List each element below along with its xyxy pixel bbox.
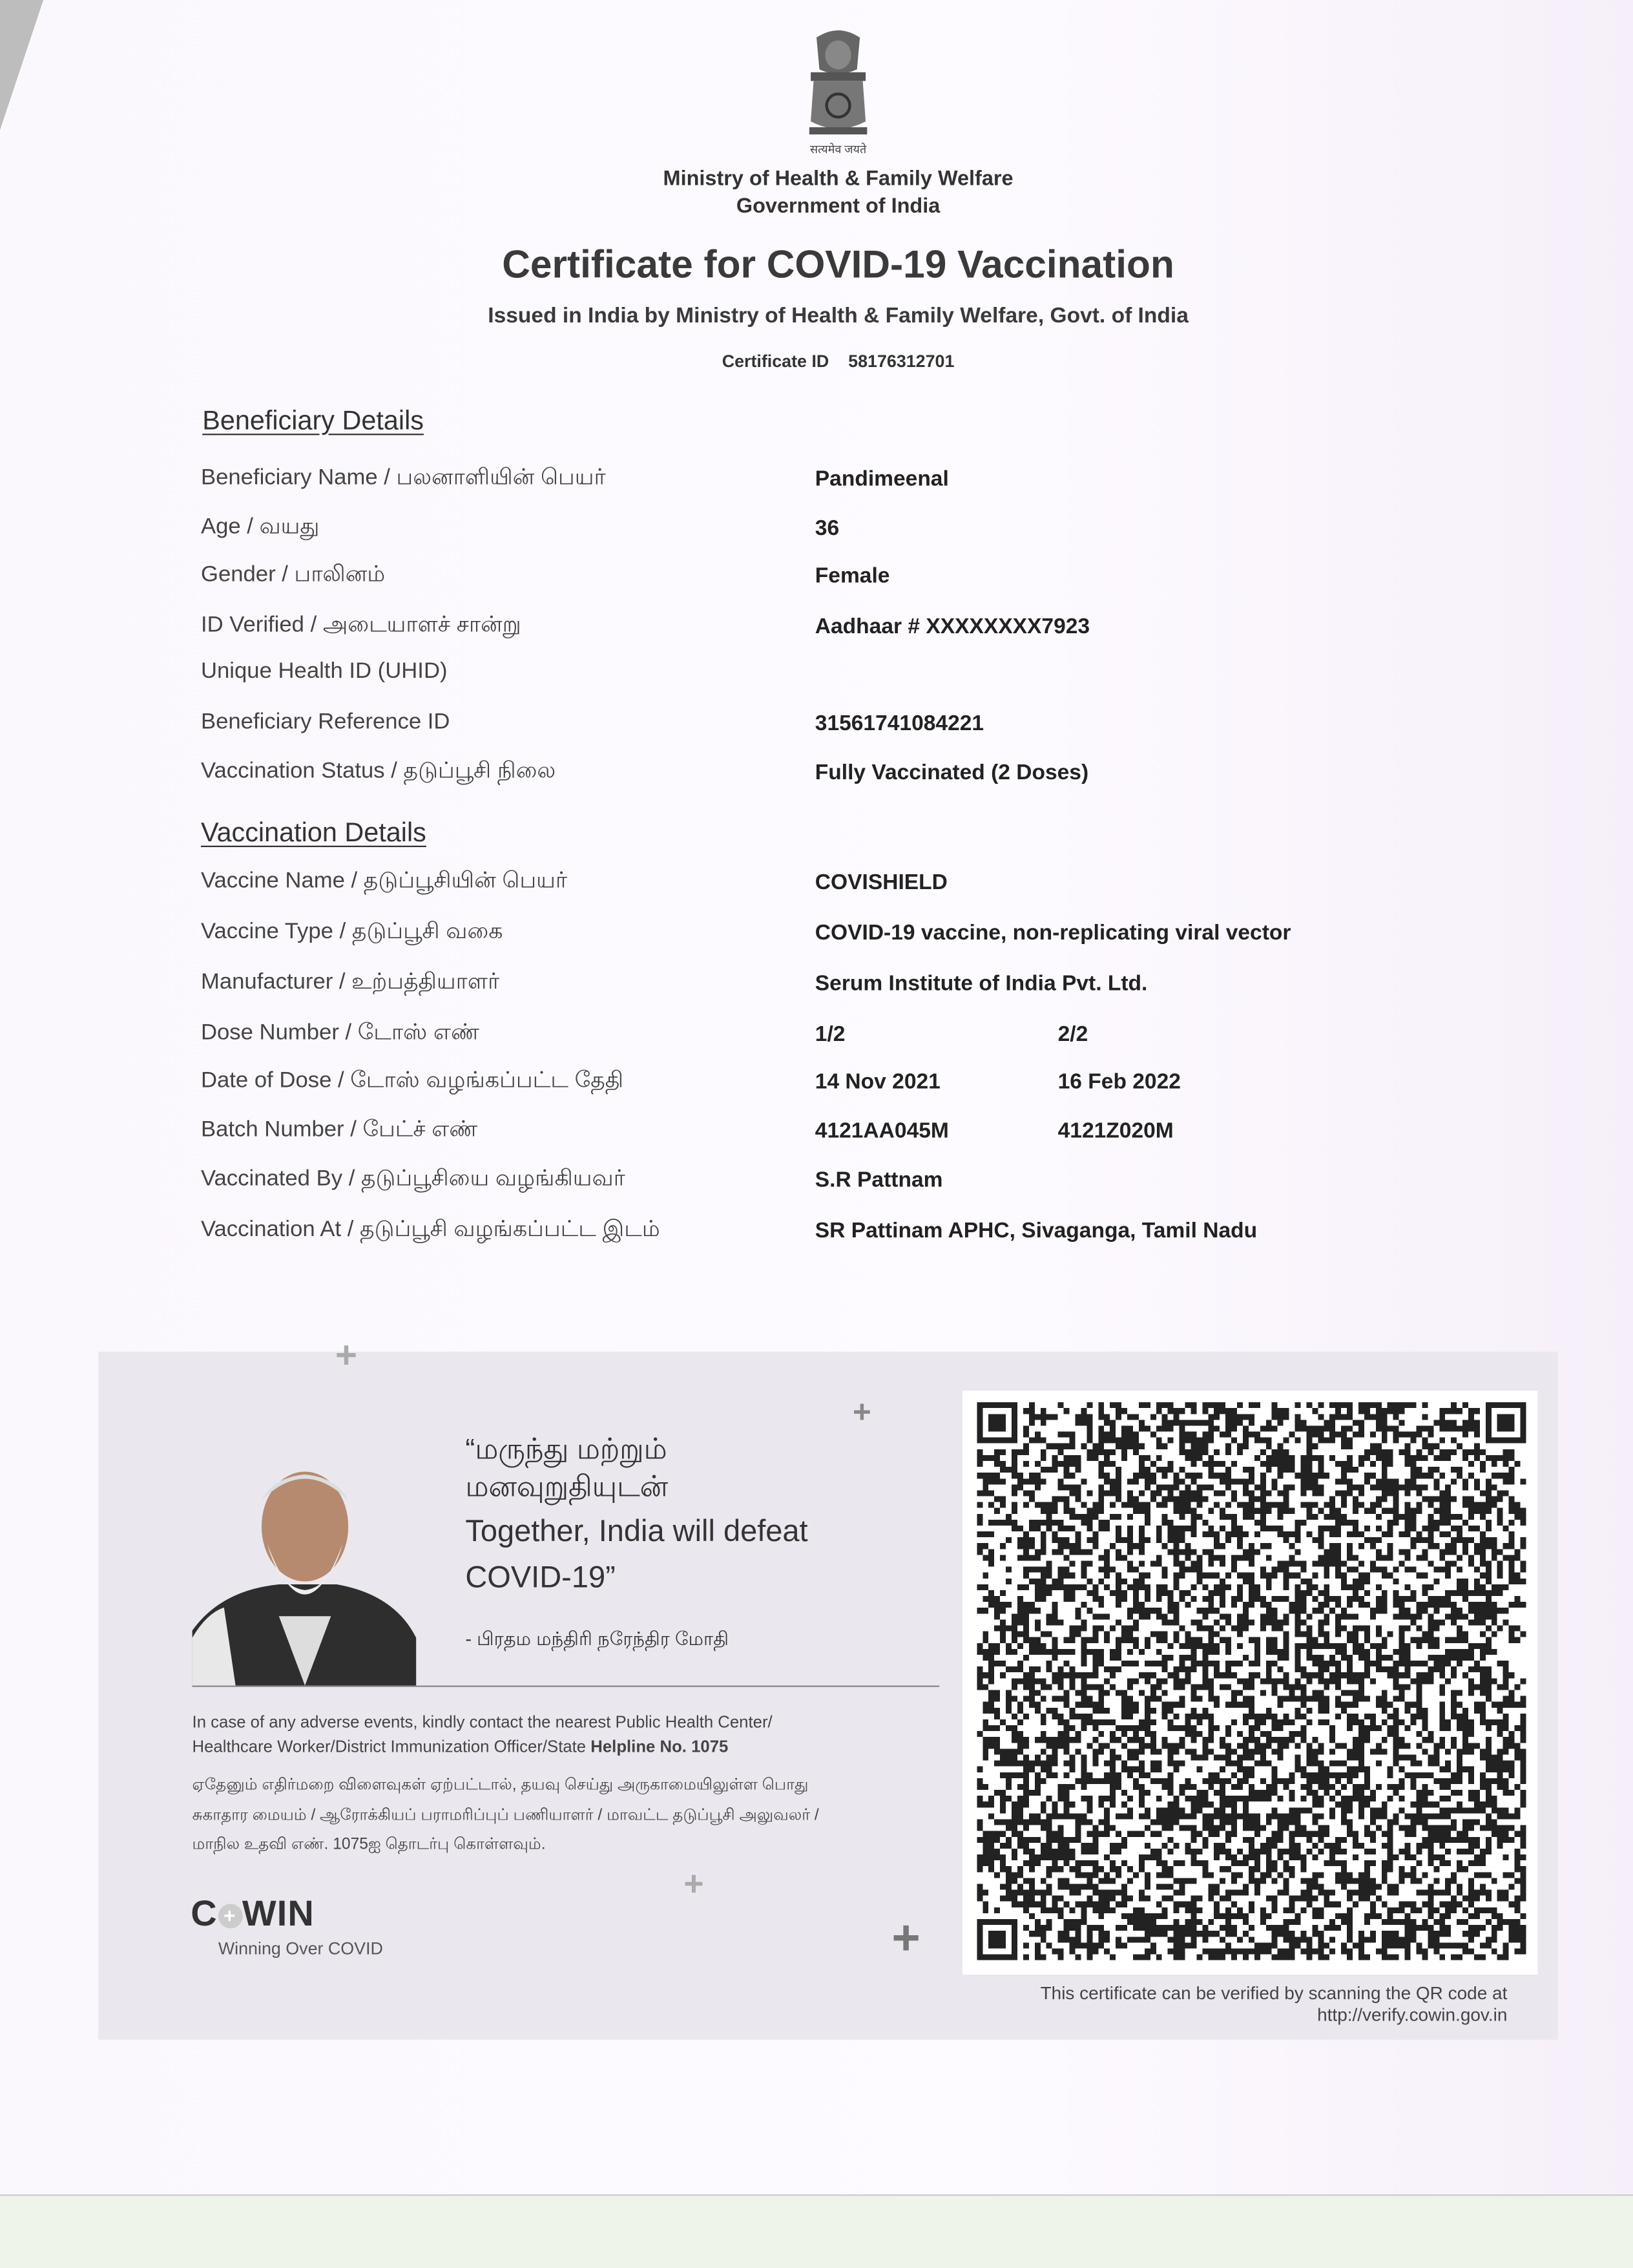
row-value: Serum Institute of India Pvt. Ltd.: [815, 971, 1148, 996]
row-value: S.R Pattnam: [815, 1168, 943, 1193]
row-label: Dose Number / டோஸ் எண்: [200, 1020, 480, 1045]
qr-modules: [977, 1402, 1526, 1960]
vaccination-details-heading: Vaccination Details: [200, 817, 426, 847]
row-value: 36: [815, 516, 840, 541]
adverse-events-line1: In case of any adverse events, kindly contact the nearest Public Health Center/: [192, 1714, 773, 1732]
emblem-motto: सत्यमेव जयते: [809, 143, 867, 156]
qr-code-box: [962, 1391, 1537, 1975]
tamil-adverse-line3: மாநில உதவி எண். 1075ஐ தொடர்பு கொள்ளவும்.: [192, 1836, 546, 1854]
row-value: Pandimeenal: [815, 467, 949, 492]
row-label: ID Verified / அடையாளச் சான்று: [200, 613, 521, 638]
row-value: Fully Vaccinated (2 Doses): [815, 760, 1089, 785]
adverse-events-line2: [192, 1739, 729, 1756]
qr-finder-pattern: [977, 1919, 1017, 1960]
qr-code[interactable]: [977, 1402, 1526, 1960]
tamil-adverse-line2: சுகாதார மையம் / ஆரோக்கியப் பராமரிப்புப் பணியாளர் / மாவட்ட தடுப்பூசி அலுவலர் /: [192, 1807, 819, 1825]
government-name: Government of India: [736, 195, 941, 218]
row-value: 4121AA045M: [815, 1118, 949, 1144]
row-value: 31561741084221: [815, 711, 984, 736]
plus-decoration: +: [852, 1393, 871, 1430]
beneficiary-details-heading: Beneficiary Details: [202, 404, 424, 436]
row-value-dose2: 2/2: [1057, 1022, 1088, 1047]
qr-finder-pattern: [977, 1402, 1017, 1444]
cowin-logo: [191, 1894, 315, 1936]
plus-decoration: +: [891, 1911, 921, 1966]
row-value: SR Pattinam APHC, Sivaganga, Tamil Nadu: [815, 1218, 1258, 1243]
certificate-id: [0, 352, 1633, 372]
quote-tamil-1: “மருந்து மற்றும்: [465, 1434, 667, 1466]
row-value: Female: [815, 563, 890, 589]
row-label: Unique Health ID (UHID): [200, 659, 448, 684]
cowin-plus-icon: +: [218, 1904, 242, 1928]
ministry-name: Ministry of Health & Family Welfare: [663, 167, 1014, 191]
plus-decoration: +: [683, 1864, 704, 1904]
quote-english-2: COVID-19”: [465, 1561, 616, 1595]
cowin-tagline: Winning Over COVID: [218, 1938, 383, 1959]
quote-tamil-2: மனவுறுதியுடன்: [465, 1471, 669, 1504]
certificate-id-value: 58176312701: [848, 351, 955, 372]
cowin-logo-win: WIN: [242, 1893, 315, 1935]
row-value: COVID-19 vaccine, non-replicating viral vector: [815, 921, 1291, 946]
row-label: Vaccine Name / தடுப்பூசியின் பெயர்: [200, 868, 568, 894]
row-label: Manufacturer / உற்பத்தியாளர்: [200, 970, 500, 995]
quote-english-1: Together, India will defeat: [465, 1515, 808, 1549]
certificate-id-label: Certificate ID: [722, 351, 829, 372]
row-label: Gender / பாலினம்: [200, 562, 386, 587]
row-label: Beneficiary Reference ID: [200, 709, 450, 735]
row-label: Vaccinated By / தடுப்பூசியை வழங்கியவர்: [200, 1166, 625, 1192]
divider: [192, 1686, 940, 1687]
scan-bottom-edge: [0, 2194, 1633, 2268]
row-label: Age / வயது: [200, 514, 320, 540]
row-value: 1/2: [815, 1022, 846, 1047]
row-value-dose2: 16 Feb 2022: [1057, 1069, 1181, 1095]
row-value: COVISHIELD: [815, 870, 948, 895]
row-label: Vaccine Type / தடுப்பூசி வகை: [200, 919, 503, 944]
row-value: 14 Nov 2021: [815, 1069, 941, 1095]
qr-finder-pattern: [1486, 1402, 1526, 1444]
adverse-events-text: Healthcare Worker/District Immunization Officer/State: [192, 1739, 591, 1757]
row-value-dose2: 4121Z020M: [1057, 1118, 1174, 1144]
verify-url[interactable]: http://verify.cowin.gov.in: [1317, 2004, 1508, 2026]
issued-by: Issued in India by Ministry of Health & Family Welfare, Govt. of India: [488, 303, 1189, 328]
tamil-adverse-line1: ஏதேனும் எதிர்மறை விளைவுகள் ஏற்பட்டால், தயவு செய்து அருகாமையிலுள்ள பொது: [192, 1776, 809, 1794]
helpline-number: Helpline No. 1075: [590, 1739, 729, 1757]
row-label: Date of Dose / டோஸ் வழங்கப்பட்ட தேதி: [200, 1068, 624, 1093]
row-label: Vaccination Status / தடுப்பூசி நிலை: [200, 759, 556, 784]
verify-line1: This certificate can be verified by scanning the QR code at: [1040, 1983, 1508, 2004]
plus-decoration: +: [335, 1332, 358, 1376]
certificate-title: Certificate for COVID-19 Vaccination: [502, 242, 1174, 286]
quote-attribution: - பிரதம மந்திரி நரேந்திர மோதி: [465, 1628, 729, 1650]
row-label: Vaccination At / தடுப்பூசி வழங்கப்பட்ட இடம்: [200, 1217, 660, 1242]
row-label: Beneficiary Name / பலனாளியின் பெயர்: [200, 465, 606, 490]
cowin-logo-c: C: [191, 1893, 218, 1935]
prime-minister-photo: [192, 1457, 417, 1685]
row-label: Batch Number / பேட்ச் எண்: [200, 1117, 478, 1142]
scan-corner-fold: [0, 0, 43, 130]
row-value: Aadhaar # XXXXXXXX7923: [815, 614, 1090, 639]
national-emblem-icon: [802, 26, 875, 144]
